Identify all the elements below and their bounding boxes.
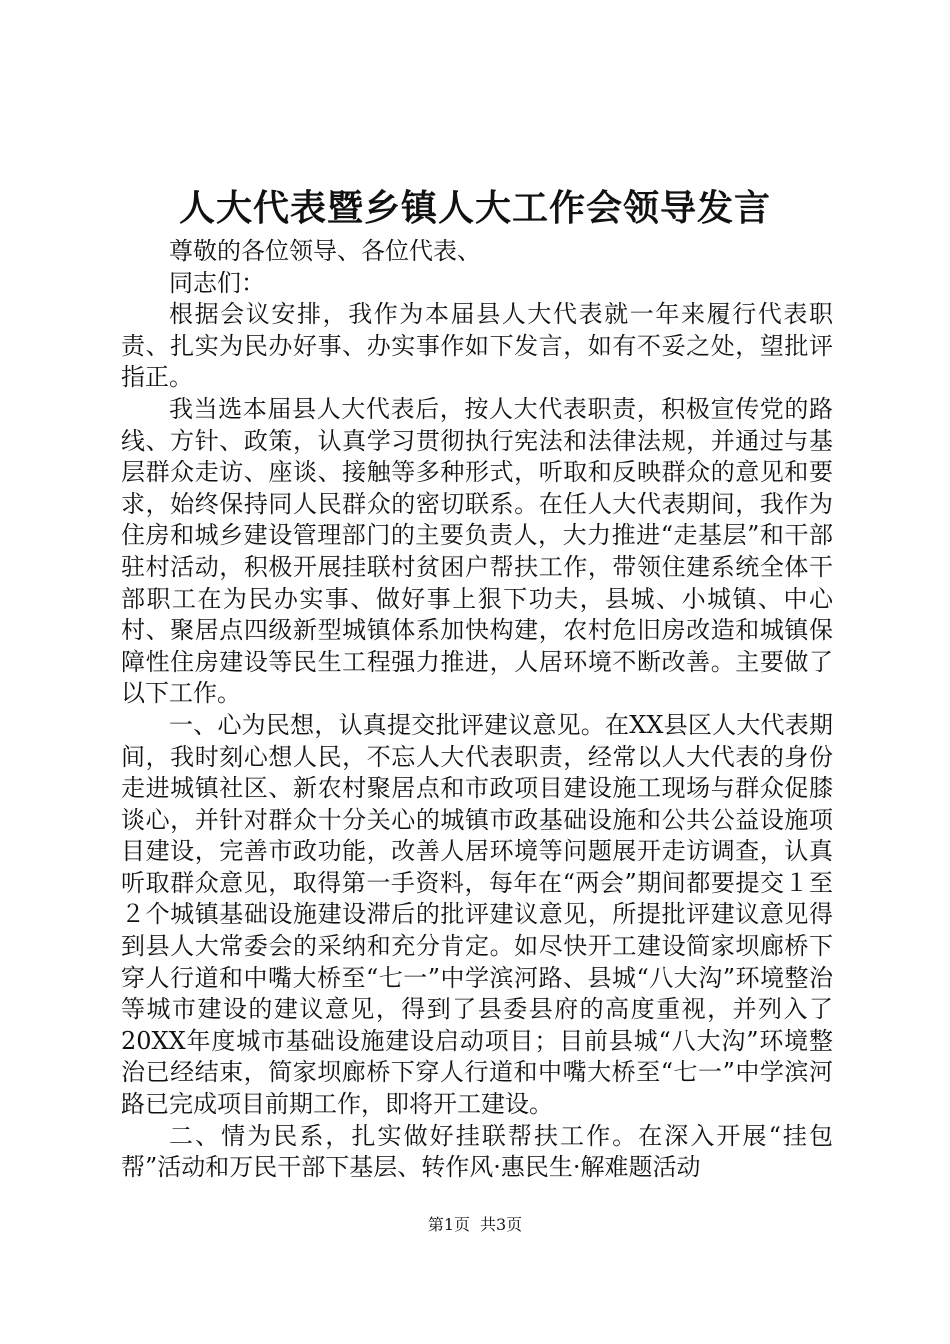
body-paragraph: 一、心为民想，认真提交批评建议意见。在XX县区人大代表期间，我时刻心想人民，不忘人大代表职责，经常以人大代表的身份走进城镇社区、新农村聚居点和市政项目建设施工现场与群众促膝谈心，并针对群众十分关心的城镇市政基础设施和公共公益设施项目建设，完善市政功能，改善人居环境等问题展开走访调查，认真听取群众意见，取得第一手资料，每年在“两会”期间都要提交１至２个城镇基础设施建设滞后的批评建议意见，所提批评建议意见得到县人大常委会的采纳和充分肯定。如尽快开工建设简家坝廊桥下穿人行道和中嘴大桥至“七一”中学滨河路、县城“八大沟”环境整治等城市建设的建议意见，得到了县委县府的高度重视，并列入了20XX年度城市基础设施建设启动项目；目前县城“八大沟”环境整治已经结束，简家坝廊桥下穿人行道和中嘴大桥至“七一”中学滨河路已完成项目前期工作，即将开工建设。 bbox=[121, 710, 833, 1119]
body-paragraph: 二、情为民系，扎实做好挂联帮扶工作。在深入开展“挂包帮”活动和万民干部下基层、转作风·惠民生·解难题活动 bbox=[121, 1121, 833, 1182]
page-footer bbox=[0, 1213, 950, 1237]
page-total: 共3页 bbox=[480, 1215, 523, 1234]
salutation-line-2: 同志们： bbox=[169, 268, 265, 297]
salutation-line-1: 尊敬的各位领导、各位代表、 bbox=[169, 237, 481, 265]
body-paragraph: 我当选本届县人大代表后，按人大代表职责，积极宣传党的路线、方针、政策，认真学习贯彻执行宪法和法律法规，并通过与基层群众走访、座谈、接触等多种形式，听取和反映群众的意见和要求，始终保持同人民群众的密切联系。在任人大代表期间，我作为住房和城乡建设管理部门的主要负责人，大力推进“走基层”和干部驻村活动，积极开展挂联村贫困户帮扶工作，带领住建系统全体干部职工在为民办实事、做好事上狠下功夫，县城、小城镇、中心村、聚居点四级新型城镇体系加快构建，农村危旧房改造和城镇保障性住房建设等民生工程强力推进，人居环境不断改善。主要做了以下工作。 bbox=[121, 394, 833, 708]
document-title: 人大代表暨乡镇人大工作会领导发言 bbox=[178, 187, 771, 229]
document-body bbox=[121, 236, 833, 1184]
page-number: 第1页 bbox=[427, 1215, 470, 1234]
body-paragraph: 根据会议安排，我作为本届县人大代表就一年来履行代表职责、扎实为民办好事、办实事作如下发言，如有不妥之处，望批评指正。 bbox=[121, 300, 833, 392]
